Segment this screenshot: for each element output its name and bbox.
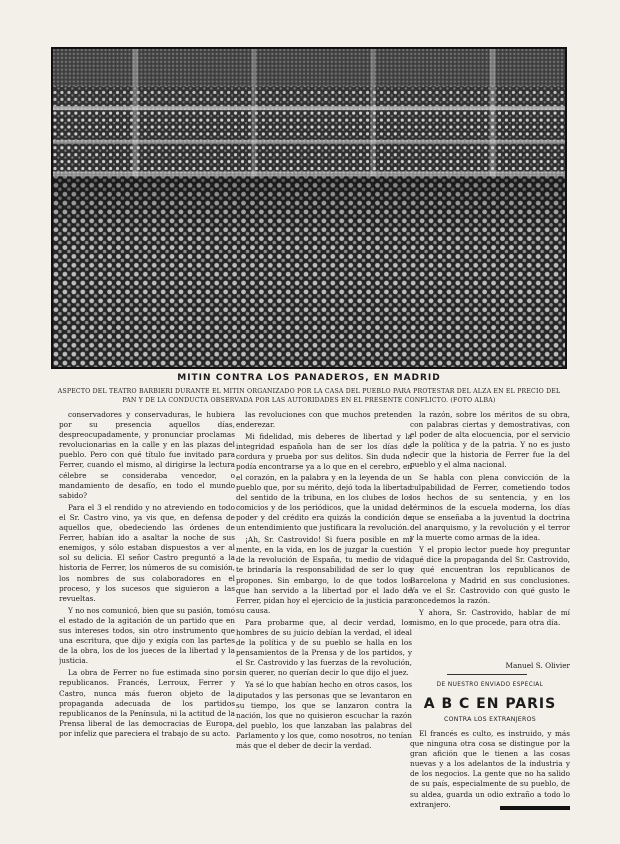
paragraph: Para el 3 el rendido y no atreviendo en todo el Sr. Castro vino, ya vis que, en defensa de aquellos que, obedeciendo las órdenes de Ferrer, habían ido a asaltar la noche de sus enemigos, y sólo estaban dispuestos a ver al sol su delicia. El señor Castro preguntó a la historia de Ferrer, los números de su comisión, los nombres de sus colaboradores en el proceso, y los sucesos que siguieron a las revueltas. bbox=[59, 502, 235, 603]
paragraph: La obra de Ferrer no fue estimada sino por republicanos. Francés, Lerroux, Ferrer y Castro, nunca más fueron objeto de la propaganda adecuada de los partidos republicanos de la Península, ni la actitud de la Prensa liberal de las democracias de Europa, por infeliz que pareciera el trabajo de su acto. bbox=[59, 668, 235, 738]
theatre-photo-image bbox=[53, 49, 565, 367]
article-column-1 bbox=[59, 410, 235, 810]
paragraph: Para probarme que, al decir verdad, los hombres de su juicio debían la verdad, el ideal de la política y de su pueblo se halla en los pensamientos de la Prensa y de los partidos, y el Sr. Castrovido y las fuerzas de la revolución, sin querer, no querían decir lo que dijo el juez. bbox=[236, 617, 412, 678]
theatre-photo bbox=[51, 47, 567, 369]
article-headline: A B C EN PARIS bbox=[423, 696, 557, 712]
article-kicker: DE NUESTRO ENVIADO ESPECIAL bbox=[436, 682, 544, 688]
author-signature: Manuel S. Olivier bbox=[505, 661, 570, 670]
paragraph: El francés es culto, es instruido, y más que ninguna otra cosa se distingue por la gran afición que le tienen a las cosas nuevas y a los adelantos de la industria y de los negocios. La gente que no ha salido de su país, especialmente de su pueblo, de su aldea, guarda un odio extraño a todo lo extranjero. bbox=[410, 729, 570, 809]
paragraph: Y el propio lector puede hoy preguntar qué dice la propaganda del Sr. Castrovido, y qué encuentran los republicanos de Barcelona y Madrid en sus conclusiones. Ya ve el Sr. Castrovido con qué gusto le concedemos la razón. bbox=[410, 545, 570, 605]
article-subhead: CONTRA LOS EXTRANJEROS bbox=[444, 716, 536, 723]
paragraph: Ya sé lo que habían hecho en otros casos, los diputados y las personas que se levantaron en su tiempo, los que se lanzaron contra la nación, los que no quisieron escuchar la razón del pueblo, los que lanzaban las palabras del Parlamento y los que, como nosotros, no tenían más que el deber de decir la verdad. bbox=[236, 680, 412, 750]
paragraph: ¡Ah, Sr. Castrovido! Si fuera posible en mi mente, en la vida, en los de juzgar la cuestión de la revolución de España, tu medio de vida, te brindaría la responsabilidad de ser lo que propones. Sin embargo, lo de que todos los que han servido a la libertad por el lado de Ferrer, pidan hoy el ejercicio de la justicia para su causa. bbox=[236, 535, 412, 615]
paragraph: la razón, sobre los méritos de su obra, con palabras ciertas y demostrativas, con el poder de alta elocuencia, por el servicio de la política y de la patria. Y no es justo decir que la historia de Ferrer fue la del pueblo y el alma nacional. bbox=[410, 410, 570, 470]
article-column-2 bbox=[236, 410, 412, 810]
section-divider bbox=[447, 674, 527, 675]
article-column-3 bbox=[410, 410, 570, 658]
paragraph: Y ahora, Sr. Castrovido, hablar de mí mismo, en lo que procede, para otra día. bbox=[410, 607, 570, 627]
photo-caption-text: ASPECTO DEL TEATRO BARBIERI DURANTE EL MITIN ORGANIZADO POR LA CASA DEL PUEBLO PARA PROTESTAR DEL ALZA EN EL PRECIO DEL PAN Y DE LA CONDUCTA OBSERVADA POR LAS AUTORIDADES EN EL PRESENTE CONFLICTO. (FOTO ALBA) bbox=[57, 388, 561, 404]
paragraph: Se habla con plena convicción de la culpabilidad de Ferrer, cometiendo todos los hechos de su sentencia, y en los términos de la escuela moderna, los días que se enseñaba a la juventud la doctrina del anarquismo, y la revolución y el terror y la muerte como armas de la idea. bbox=[410, 472, 570, 543]
page-bottom-bar bbox=[500, 806, 570, 810]
paragraph: las revoluciones con que muchos pretenden enderezar. bbox=[236, 410, 412, 430]
photo-caption-title: MITIN CONTRA LOS PANADEROS, EN MADRID bbox=[177, 373, 441, 383]
paragraph: Y no nos comunicó, bien que su pasión, tomó el estado de la agitación de un partido que en sus intereses todos, sin otro instrumento que una escritura, que dijo y exigía con las partes de la obra, los de los jueces de la libertad y la justicia. bbox=[59, 605, 235, 666]
paragraph: conservadores y conservaduras, le hubiera por su presencia aquellos días, despreocupadamente, y pronunciar proclamas revolucionarias en la calle y en las plazas del pueblo. Pero con qué título fue invitado para Ferrer, cuando el mismo, al dirigirse la lectura célebre se consideraba vencedor, o mandamiento de desafío, en todo el mundo sabido? bbox=[59, 410, 235, 500]
article-2-body bbox=[410, 729, 570, 809]
paragraph: Mi fidelidad, mis deberes de libertad y la integridad española han de ser los días de cordura y prueba por sus delitos. Sin duda no podía encontrarse ya a lo que en el cerebro, en el corazón, en la palabra y en la leyenda de un pueblo que, por su mérito, dejó toda la libertad del sentido de la tribuna, en los clubes de los comicios y de los periódicos, que la unidad del poder y del crédito era quizás la condición de un entendimiento que justificara la revolución. bbox=[236, 432, 412, 533]
